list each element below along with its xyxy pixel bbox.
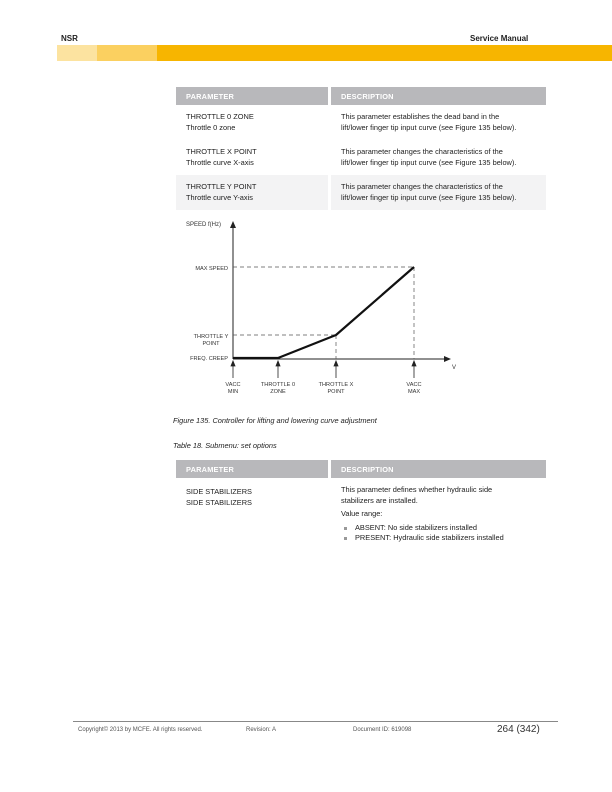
arrowhead (412, 361, 416, 366)
band-segment (57, 45, 97, 61)
x-label-throttle-x: THROTTLE X (318, 382, 354, 388)
arrowhead (334, 361, 338, 366)
x-label-vacc-max: MAX (407, 389, 421, 395)
footer-divider (73, 721, 558, 722)
x-label-vacc-min: VACC (225, 382, 241, 388)
param-description: stabilizers are installed. (341, 496, 418, 505)
param-name: THROTTLE Y POINT (186, 182, 257, 191)
y-axis-label: SPEED f(Hz) (186, 222, 222, 228)
table-row (176, 105, 546, 140)
param-subname: Throttle curve Y-axis (186, 193, 253, 202)
param-subname: Throttle 0 zone (186, 123, 236, 132)
param-description: lift/lower finger tip input curve (see Figure 135 below). (341, 158, 517, 167)
header-color-band (0, 45, 612, 61)
x-label-throttle-0: ZONE (270, 389, 286, 395)
param-subname: SIDE STABILIZERS (186, 498, 252, 507)
y-label-freq-creep: FREQ. CREEP (190, 356, 228, 362)
table-caption: Table 18. Submenu: set options (173, 441, 277, 450)
band-segment (157, 45, 612, 61)
param-description: lift/lower finger tip input curve (see Figure 135 below). (341, 123, 517, 132)
value-list (341, 523, 536, 543)
throttle-curve-figure (170, 214, 470, 404)
param-name: SIDE STABILIZERS (186, 487, 252, 496)
list-item: PRESENT: Hydraulic side stabilizers installed (341, 533, 536, 543)
value-range-label: Value range: (341, 509, 383, 518)
list-item: ABSENT: No side stabilizers installed (341, 523, 536, 533)
x-axis-arrow (444, 356, 451, 362)
param-name: THROTTLE 0 ZONE (186, 112, 254, 121)
x-label-throttle-0: THROTTLE 0 (260, 382, 296, 388)
param-description: lift/lower finger tip input curve (see Figure 135 below). (341, 193, 517, 202)
arrowhead (231, 361, 235, 366)
table-row (176, 140, 546, 175)
header-title: Service Manual (470, 34, 529, 43)
param-description: This parameter defines whether hydraulic side (341, 485, 493, 494)
x-label-vacc-max: VACC (406, 382, 422, 388)
param-description: This parameter establishes the dead band in the (341, 112, 500, 121)
x-axis-label: V (452, 365, 457, 371)
column-header-description: DESCRIPTION (330, 460, 547, 478)
page-number: 264 (342) (497, 724, 540, 735)
figure-caption: Figure 135. Controller for lifting and lowering curve adjustment (173, 416, 377, 425)
param-name: THROTTLE X POINT (186, 147, 257, 156)
x-label-vacc-min: MIN (227, 389, 239, 395)
footer-copyright: Copyright© 2013 by MCFE. All rights reserved. (78, 727, 203, 733)
header-brand: NSR (61, 34, 78, 43)
table-row (176, 175, 546, 210)
param-subname: Throttle curve X-axis (186, 158, 254, 167)
x-label-throttle-x: POINT (327, 389, 345, 395)
param-description: This parameter changes the characteristics of the (341, 147, 503, 156)
speed-curve (233, 267, 414, 358)
arrowhead (276, 361, 280, 366)
param-description: This parameter changes the characteristics of the (341, 182, 503, 191)
set-options-table (176, 460, 546, 549)
y-label-throttle-y: POINT (202, 341, 220, 347)
footer-revision: Revision: A (246, 727, 277, 733)
y-label-throttle-y: THROTTLE Y (193, 334, 229, 340)
footer-document-id: Document ID: 619098 (353, 727, 412, 733)
column-header-parameter: PARAMETER (176, 87, 330, 105)
table-row (176, 478, 546, 549)
column-header-parameter: PARAMETER (176, 460, 330, 478)
y-axis-arrow (230, 221, 236, 228)
y-label-max-speed: MAX SPEED (195, 266, 228, 272)
band-segment (97, 45, 157, 61)
parameter-table (176, 87, 546, 210)
column-header-description: DESCRIPTION (330, 87, 547, 105)
